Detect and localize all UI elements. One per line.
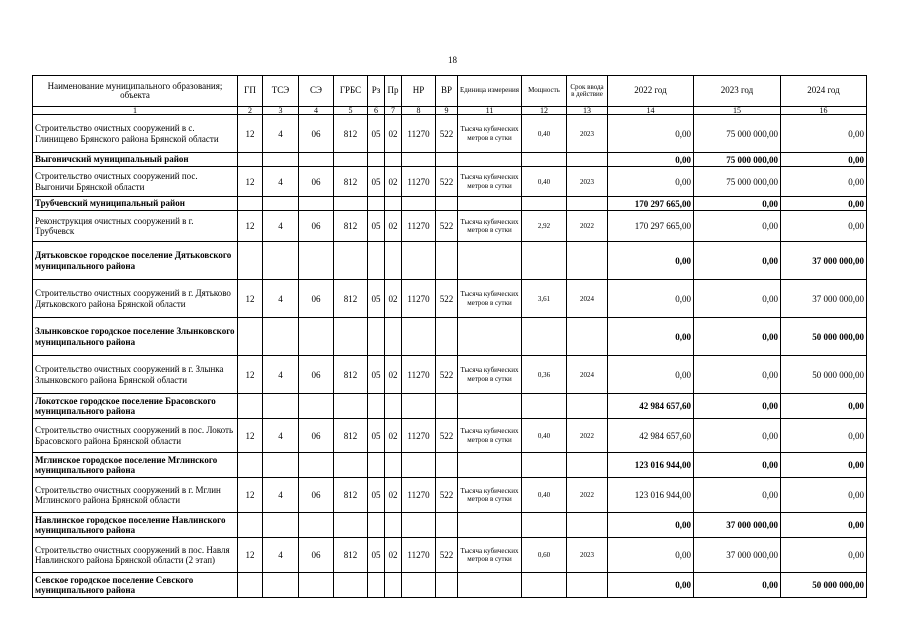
- cell-unit: Тысяча кубических метров в сутки: [458, 167, 522, 197]
- cell-unit: Тысяча кубических метров в сутки: [458, 538, 522, 573]
- cell-se: 06: [299, 356, 334, 394]
- cell-tse: 4: [263, 356, 299, 394]
- header-tse: ТСЭ: [263, 76, 299, 107]
- cell-2022: 123 016 944,00: [608, 478, 694, 513]
- cell-tse: 4: [263, 211, 299, 242]
- col-number: 7: [385, 107, 402, 115]
- cell-vr: 522: [436, 538, 458, 573]
- cell-term: 2023: [567, 167, 608, 197]
- cell-se: 06: [299, 167, 334, 197]
- cell-unit: Тысяча кубических метров в сутки: [458, 478, 522, 513]
- cell-power: 0,60: [522, 538, 567, 573]
- cell-2022: 0,00: [608, 513, 694, 538]
- col-number: 5: [334, 107, 368, 115]
- cell-power: 0,40: [522, 478, 567, 513]
- object-row: [33, 167, 867, 197]
- cell-2024: 0,00: [781, 538, 867, 573]
- cell-2023: 37 000 000,00: [694, 538, 781, 573]
- cell-2023: 37 000 000,00: [694, 513, 781, 538]
- cell-vr: 522: [436, 356, 458, 394]
- cell-term: 2022: [567, 419, 608, 453]
- cell-grbs: 812: [334, 538, 368, 573]
- cell-rz: 05: [368, 211, 385, 242]
- cell-power: 3,61: [522, 280, 567, 318]
- cell-gp: 12: [238, 538, 263, 573]
- cell-2022: 170 297 665,00: [608, 211, 694, 242]
- cell-rz: 05: [368, 538, 385, 573]
- cell-2024: 50 000 000,00: [781, 356, 867, 394]
- object-row: [33, 419, 867, 453]
- cell-term: 2024: [567, 280, 608, 318]
- cell-2023: 0,00: [694, 394, 781, 419]
- budget-table: [32, 75, 867, 598]
- cell-pr: 02: [385, 419, 402, 453]
- header-grbs: ГРБС: [334, 76, 368, 107]
- section-row: [33, 242, 867, 280]
- section-name: Севское городское поселение Севского муниципального района: [33, 573, 238, 598]
- cell-nr: 11270: [402, 167, 436, 197]
- cell-2023: 75 000 000,00: [694, 115, 781, 153]
- cell-nr: 11270: [402, 115, 436, 153]
- cell-gp: 12: [238, 280, 263, 318]
- cell-power: 0,40: [522, 115, 567, 153]
- cell-vr: 522: [436, 280, 458, 318]
- object-row: [33, 538, 867, 573]
- column-numbers-row: [33, 107, 867, 115]
- object-name: Строительство очистных сооружений в г. Мглин Мглинского района Брянской области: [33, 478, 238, 513]
- header-2022: 2022 год: [608, 76, 694, 107]
- cell-term: 2022: [567, 478, 608, 513]
- object-name: Строительство очистных сооружений в пос. Навля Навлинского района Брянской области (2 этап): [33, 538, 238, 573]
- col-number: 16: [781, 107, 867, 115]
- object-name: Строительство очистных сооружений пос. Выгоничи Брянской области: [33, 167, 238, 197]
- cell-2024: 0,00: [781, 153, 867, 167]
- cell-se: 06: [299, 538, 334, 573]
- cell-vr: 522: [436, 478, 458, 513]
- cell-gp: 12: [238, 356, 263, 394]
- cell-2023: 0,00: [694, 197, 781, 211]
- cell-term: 2024: [567, 356, 608, 394]
- col-number: 15: [694, 107, 781, 115]
- cell-power: 2,92: [522, 211, 567, 242]
- cell-tse: 4: [263, 115, 299, 153]
- cell-unit: Тысяча кубических метров в сутки: [458, 115, 522, 153]
- cell-grbs: 812: [334, 115, 368, 153]
- cell-se: 06: [299, 478, 334, 513]
- col-number: 2: [238, 107, 263, 115]
- header-se: СЭ: [299, 76, 334, 107]
- cell-2022: 0,00: [608, 242, 694, 280]
- col-number: 11: [458, 107, 522, 115]
- cell-grbs: 812: [334, 211, 368, 242]
- cell-2024: 0,00: [781, 419, 867, 453]
- cell-2024: 37 000 000,00: [781, 280, 867, 318]
- cell-power: 0,40: [522, 419, 567, 453]
- col-number: 14: [608, 107, 694, 115]
- cell-nr: 11270: [402, 280, 436, 318]
- object-row: [33, 211, 867, 242]
- header-pr: Пр: [385, 76, 402, 107]
- cell-nr: 11270: [402, 356, 436, 394]
- cell-tse: 4: [263, 478, 299, 513]
- cell-pr: 02: [385, 280, 402, 318]
- cell-se: 06: [299, 280, 334, 318]
- cell-2022: 42 984 657,60: [608, 419, 694, 453]
- cell-vr: 522: [436, 167, 458, 197]
- object-row: [33, 478, 867, 513]
- col-number: 1: [33, 107, 238, 115]
- section-name: Дятьковское городское поселение Дятьковского муниципального района: [33, 242, 238, 280]
- cell-grbs: 812: [334, 356, 368, 394]
- cell-2023: 0,00: [694, 356, 781, 394]
- cell-term: 2022: [567, 211, 608, 242]
- cell-2023: 75 000 000,00: [694, 167, 781, 197]
- header-vr: ВР: [436, 76, 458, 107]
- cell-rz: 05: [368, 356, 385, 394]
- col-number: 13: [567, 107, 608, 115]
- section-name: Навлинское городское поселение Навлинского муниципального района: [33, 513, 238, 538]
- col-number: 3: [263, 107, 299, 115]
- cell-2024: 0,00: [781, 394, 867, 419]
- header-term: Срок ввода в действие: [567, 76, 608, 107]
- cell-se: 06: [299, 419, 334, 453]
- col-number: 9: [436, 107, 458, 115]
- header-2023: 2023 год: [694, 76, 781, 107]
- cell-pr: 02: [385, 356, 402, 394]
- object-name: Строительство очистных сооружений в г. Злынка Злынковского района Брянской области: [33, 356, 238, 394]
- cell-grbs: 812: [334, 167, 368, 197]
- header-name: Наименование муниципального образования; объекта: [33, 76, 238, 107]
- col-number: 12: [522, 107, 567, 115]
- table-header-row: [33, 76, 867, 107]
- cell-tse: 4: [263, 538, 299, 573]
- cell-rz: 05: [368, 478, 385, 513]
- cell-se: 06: [299, 211, 334, 242]
- cell-pr: 02: [385, 167, 402, 197]
- header-2024: 2024 год: [781, 76, 867, 107]
- cell-2024: 50 000 000,00: [781, 573, 867, 598]
- cell-2022: 42 984 657,60: [608, 394, 694, 419]
- cell-unit: Тысяча кубических метров в сутки: [458, 280, 522, 318]
- section-row: [33, 318, 867, 356]
- cell-unit: Тысяча кубических метров в сутки: [458, 419, 522, 453]
- cell-rz: 05: [368, 280, 385, 318]
- section-name: Злынковское городское поселение Злынковского муниципального района: [33, 318, 238, 356]
- cell-se: 06: [299, 115, 334, 153]
- section-row: [33, 453, 867, 478]
- section-row: [33, 513, 867, 538]
- section-name: Мглинское городское поселение Мглинского муниципального района: [33, 453, 238, 478]
- cell-vr: 522: [436, 419, 458, 453]
- object-name: Реконструкция очистных сооружений в г. Трубчевск: [33, 211, 238, 242]
- cell-gp: 12: [238, 419, 263, 453]
- cell-pr: 02: [385, 478, 402, 513]
- cell-2024: 0,00: [781, 115, 867, 153]
- cell-2022: 0,00: [608, 573, 694, 598]
- cell-2024: 50 000 000,00: [781, 318, 867, 356]
- cell-tse: 4: [263, 167, 299, 197]
- cell-gp: 12: [238, 211, 263, 242]
- object-name: Строительство очистных сооружений в с. Глинищево Брянского района Брянской области: [33, 115, 238, 153]
- cell-2024: 0,00: [781, 211, 867, 242]
- cell-2024: 0,00: [781, 197, 867, 211]
- cell-tse: 4: [263, 419, 299, 453]
- section-name: Локотское городское поселение Брасовского муниципального района: [33, 394, 238, 419]
- col-number: 4: [299, 107, 334, 115]
- cell-unit: Тысяча кубических метров в сутки: [458, 356, 522, 394]
- cell-pr: 02: [385, 211, 402, 242]
- cell-2024: 0,00: [781, 453, 867, 478]
- cell-2024: 0,00: [781, 513, 867, 538]
- cell-nr: 11270: [402, 478, 436, 513]
- object-row: [33, 280, 867, 318]
- cell-term: 2023: [567, 115, 608, 153]
- cell-term: 2023: [567, 538, 608, 573]
- cell-unit: Тысяча кубических метров в сутки: [458, 211, 522, 242]
- cell-rz: 05: [368, 115, 385, 153]
- page-number: 18: [448, 55, 457, 65]
- header-gp: ГП: [238, 76, 263, 107]
- cell-2022: 0,00: [608, 153, 694, 167]
- cell-2022: 0,00: [608, 167, 694, 197]
- cell-vr: 522: [436, 115, 458, 153]
- cell-gp: 12: [238, 478, 263, 513]
- cell-2023: 0,00: [694, 211, 781, 242]
- cell-2022: 0,00: [608, 318, 694, 356]
- section-name: Выгоничский муниципальный район: [33, 153, 238, 167]
- cell-power: 0,36: [522, 356, 567, 394]
- object-name: Строительство очистных сооружений в г. Дятьково Дятьковского района Брянской области: [33, 280, 238, 318]
- cell-2023: 0,00: [694, 453, 781, 478]
- section-row: [33, 394, 867, 419]
- cell-nr: 11270: [402, 538, 436, 573]
- cell-2023: 0,00: [694, 478, 781, 513]
- object-row: [33, 356, 867, 394]
- cell-rz: 05: [368, 167, 385, 197]
- cell-2023: 0,00: [694, 318, 781, 356]
- cell-2022: 0,00: [608, 356, 694, 394]
- cell-2022: 0,00: [608, 538, 694, 573]
- cell-pr: 02: [385, 115, 402, 153]
- cell-2023: 0,00: [694, 419, 781, 453]
- cell-tse: 4: [263, 280, 299, 318]
- cell-2024: 0,00: [781, 167, 867, 197]
- section-row: [33, 197, 867, 211]
- col-number: 6: [368, 107, 385, 115]
- cell-2023: 0,00: [694, 573, 781, 598]
- cell-rz: 05: [368, 419, 385, 453]
- cell-2023: 0,00: [694, 280, 781, 318]
- cell-2023: 0,00: [694, 242, 781, 280]
- cell-grbs: 812: [334, 419, 368, 453]
- cell-2024: 0,00: [781, 478, 867, 513]
- section-name: Трубчевский муниципальный район: [33, 197, 238, 211]
- cell-gp: 12: [238, 115, 263, 153]
- cell-power: 0,40: [522, 167, 567, 197]
- cell-nr: 11270: [402, 211, 436, 242]
- cell-gp: 12: [238, 167, 263, 197]
- cell-2022: 0,00: [608, 115, 694, 153]
- cell-2022: 170 297 665,00: [608, 197, 694, 211]
- object-name: Строительство очистных сооружений в пос. Локоть Брасовского района Брянской области: [33, 419, 238, 453]
- cell-pr: 02: [385, 538, 402, 573]
- section-row: [33, 153, 867, 167]
- header-nr: НР: [402, 76, 436, 107]
- cell-vr: 522: [436, 211, 458, 242]
- cell-2023: 75 000 000,00: [694, 153, 781, 167]
- cell-grbs: 812: [334, 478, 368, 513]
- col-number: 8: [402, 107, 436, 115]
- header-power: Мощность: [522, 76, 567, 107]
- cell-nr: 11270: [402, 419, 436, 453]
- cell-2024: 37 000 000,00: [781, 242, 867, 280]
- object-row: [33, 115, 867, 153]
- header-unit: Единица измерения: [458, 76, 522, 107]
- section-row: [33, 573, 867, 598]
- cell-2022: 0,00: [608, 280, 694, 318]
- header-rz: Рз: [368, 76, 385, 107]
- cell-2022: 123 016 944,00: [608, 453, 694, 478]
- cell-grbs: 812: [334, 280, 368, 318]
